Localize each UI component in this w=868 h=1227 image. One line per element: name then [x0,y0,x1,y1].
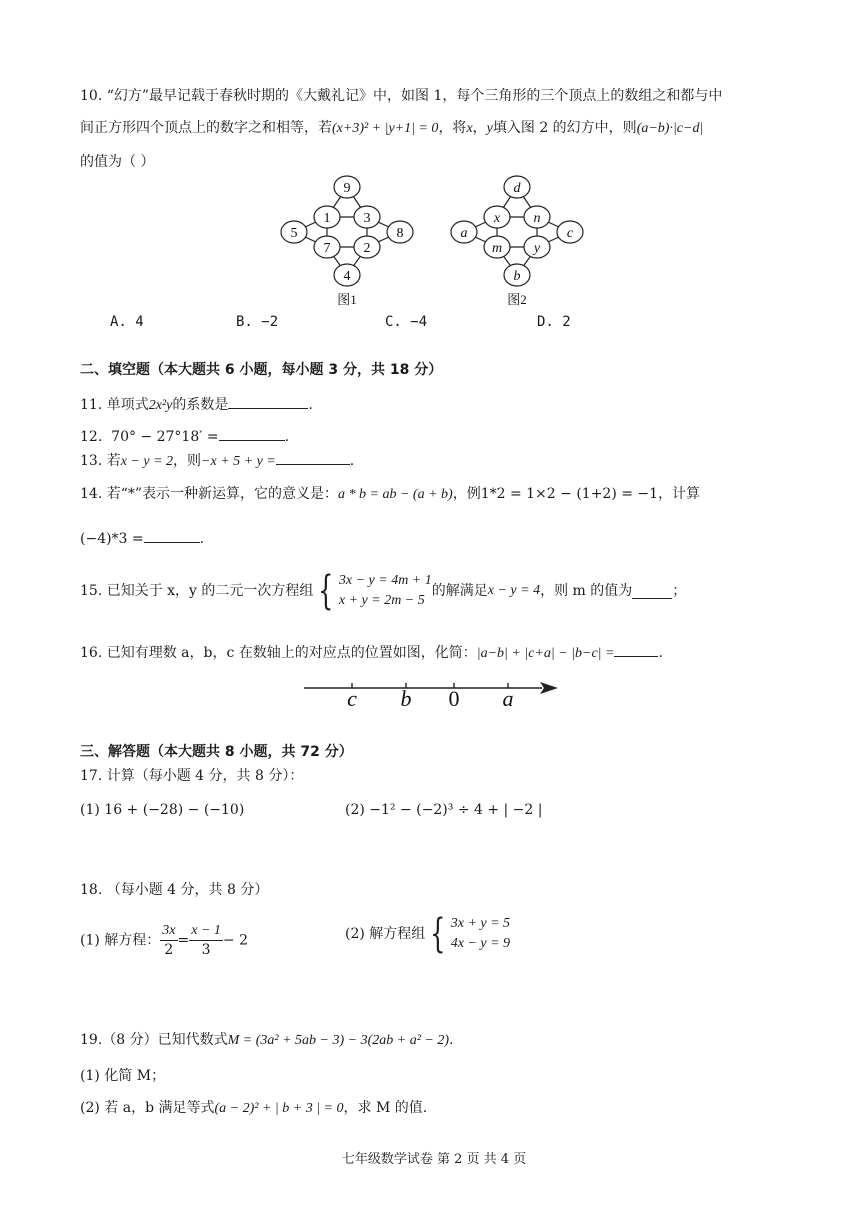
fig1-label-bl: 7 [323,241,331,256]
q12-answer-blank [219,426,285,441]
fig1-label-tl: 1 [323,211,331,226]
q10-condition-expr: (x+3)² + |y+1| = 0 [332,121,439,136]
fig2-label-bl: m [491,241,503,256]
q10-line2-text-c: 填入图 2 的幻方中，则 [492,120,637,136]
q12-prefix: 12. [80,429,103,445]
q10-line1: 10. “幻方”最早记载于春秋时期的《大戴礼记》中，如图 1，每个三角形的三个顶点上的数组之和都与中 [80,88,723,104]
q12-end: . [284,429,290,445]
q11-answer-blank [228,394,308,409]
q13-expr2: −x + 5 + y = [201,454,276,469]
q15-eq2: x + y = 2m − 5 [338,593,425,608]
q18-part2 [345,911,511,957]
q17-part2: (2) −1² − (−2)³ ÷ 4 + | −2 | [345,802,543,818]
q10-var-x: x [466,121,473,136]
q18-equals: = [177,932,190,949]
q11-suffix: 的系数是 [172,397,229,413]
number-line-arrow [540,682,558,694]
fig2-label-top: d [513,181,521,196]
q15-condition: x − y = 4 [487,583,541,598]
q10-option-c: C. −4 [385,314,428,330]
q19-prefix: 19.（8 分）已知代数式 [80,1032,228,1048]
q12-expr: 70° − 27°18′ = [111,429,219,445]
section-2-title: 二、填空题（本大题共 6 小题，每小题 3 分，共 18 分） [80,362,443,378]
fig1-label-top: 9 [343,181,351,196]
magic-square-figure-2 [442,174,592,310]
number-line-figure [302,676,564,710]
q10-line3: 的值为（ ） [80,154,155,170]
q19-part1: (1) 化简 M； [80,1068,166,1084]
q16-end: . [658,645,663,661]
fig1-label-br: 2 [363,241,371,256]
q10-sep: ， [472,120,487,136]
q18-part1 [80,922,248,959]
q19-part2-suffix: ，求 M 的值. [343,1100,428,1116]
q18-fraction-left [160,922,177,959]
fig2-label-tl: x [493,211,501,226]
q10-target-expr: (a−b)·|c−d| [636,121,704,136]
fig2-label-br: y [533,241,541,256]
q14-line2-end: . [199,531,205,547]
q18-system [451,914,510,954]
q19-expr-m: M = (3a² + 5ab − 3) − 3(2ab + a² − 2) [227,1033,450,1048]
q11 [80,394,313,416]
magic-square-figure-1 [272,174,422,310]
q19-part2 [80,1098,427,1119]
q15-prefix: 15. 已知关于 x，y 的二元一次方程组 [80,583,314,599]
q18-frac-left-den: 2 [164,942,174,958]
q10-line2-text-a: 间正方形四个顶点上的数字之和相等，若 [80,120,332,136]
q15-brace: { [318,568,334,614]
q17-part1: (1) 16 + (−28) − (−10) [80,802,245,818]
q10-option-a: A. 4 [110,314,144,330]
q14-end: ，计算 [658,486,701,502]
fig1-label-right: 8 [396,226,404,241]
fig1-caption: 图1 [337,292,357,307]
q18-fraction-right [189,922,223,959]
number-line-label-a: a [502,686,514,710]
q14-answer-blank [144,528,200,543]
q16 [80,642,663,664]
fig2-label-left: a [460,226,468,241]
q19-part2-expr: (a − 2)² + | b + 3 | = 0 [214,1101,344,1116]
q18-title: 18. （每小题 4 分，共 8 分） [80,882,269,898]
q15 [80,568,687,614]
q18-part2-label: (2) 解方程组 [345,926,426,942]
number-line-label-zero: 0 [448,686,460,710]
q14-example: 1*2 = 1×2 − (1+2) = −1 [480,486,659,502]
fig2-label-tr: n [533,211,541,226]
q18-part1-label: (1) 解方程： [80,932,161,949]
q16-answer-blank [614,642,658,657]
fig2-label-right: c [566,226,574,241]
q15-system [339,571,432,611]
q18-brace: { [430,911,446,957]
q13-mid: ，则 [173,453,202,469]
section-3-title: 三、解答题（本大题共 8 小题，共 72 分） [80,744,353,760]
q16-expr: |a−b| + |c+a| − |b−c| = [476,646,615,661]
q11-expr: 2x²y [148,398,173,413]
q15-end: ； [672,583,687,599]
q14-line2-expr: (−4)*3 = [80,531,144,547]
q13 [80,450,354,472]
q18-frac-right-den: 3 [201,942,211,958]
q15-answer-blank [632,584,672,599]
q18-eq1: 3x + y = 5 [450,916,511,931]
q18-tail: − 2 [222,932,248,949]
number-line-label-c: c [347,686,357,710]
q14-definition: a * b = ab − (a + b) [338,487,453,502]
q13-answer-blank [276,450,350,465]
q19-line1 [80,1030,453,1051]
q10-option-b: B. −2 [236,314,279,330]
q15-eq1: 3x − y = 4m + 1 [338,573,432,588]
q19-end: . [449,1032,454,1048]
q13-prefix: 13. 若 [80,453,121,469]
q18-eq2: 4x − y = 9 [450,936,511,951]
q18-frac-left-num: 3x [160,922,177,941]
q15-suffix: ，则 m 的值为 [540,583,633,599]
q14-line1 [80,484,700,505]
q10-option-d: D. 2 [537,314,571,330]
fig2-label-bottom: b [513,269,521,284]
q12 [80,426,289,447]
fig1-label-bottom: 4 [343,269,351,284]
q10-var-y: y [486,121,493,136]
fig2-caption: 图2 [507,292,527,307]
fig1-label-left: 5 [290,226,298,241]
q15-mid: 的解满足 [431,583,488,599]
q19-part2-prefix: (2) 若 a，b 满足等式 [80,1100,215,1116]
q11-end: . [308,397,313,413]
fig1-label-tr: 3 [363,211,371,226]
number-line-label-b: b [400,686,412,710]
q11-prefix: 11. 单项式 [80,397,149,413]
q14-prefix: 14. 若“*”表示一种新运算，它的意义是： [80,486,339,502]
q13-end: . [349,453,355,469]
q14-mid: ，例 [452,486,481,502]
q13-expr1: x − y = 2 [120,454,174,469]
q17-title: 17. 计算（每小题 4 分，共 8 分）： [80,768,304,784]
q10-line2 [80,118,703,139]
q10-line2-text-b: ，将 [438,120,467,136]
page-footer: 七年级数学试卷 第 2 页 共 4 页 [341,1152,527,1167]
q16-prefix: 16. 已知有理数 a，b，c 在数轴上的对应点的位置如图，化简： [80,645,477,661]
q18-frac-right-num: x − 1 [189,922,223,941]
q14-line2 [80,528,204,549]
